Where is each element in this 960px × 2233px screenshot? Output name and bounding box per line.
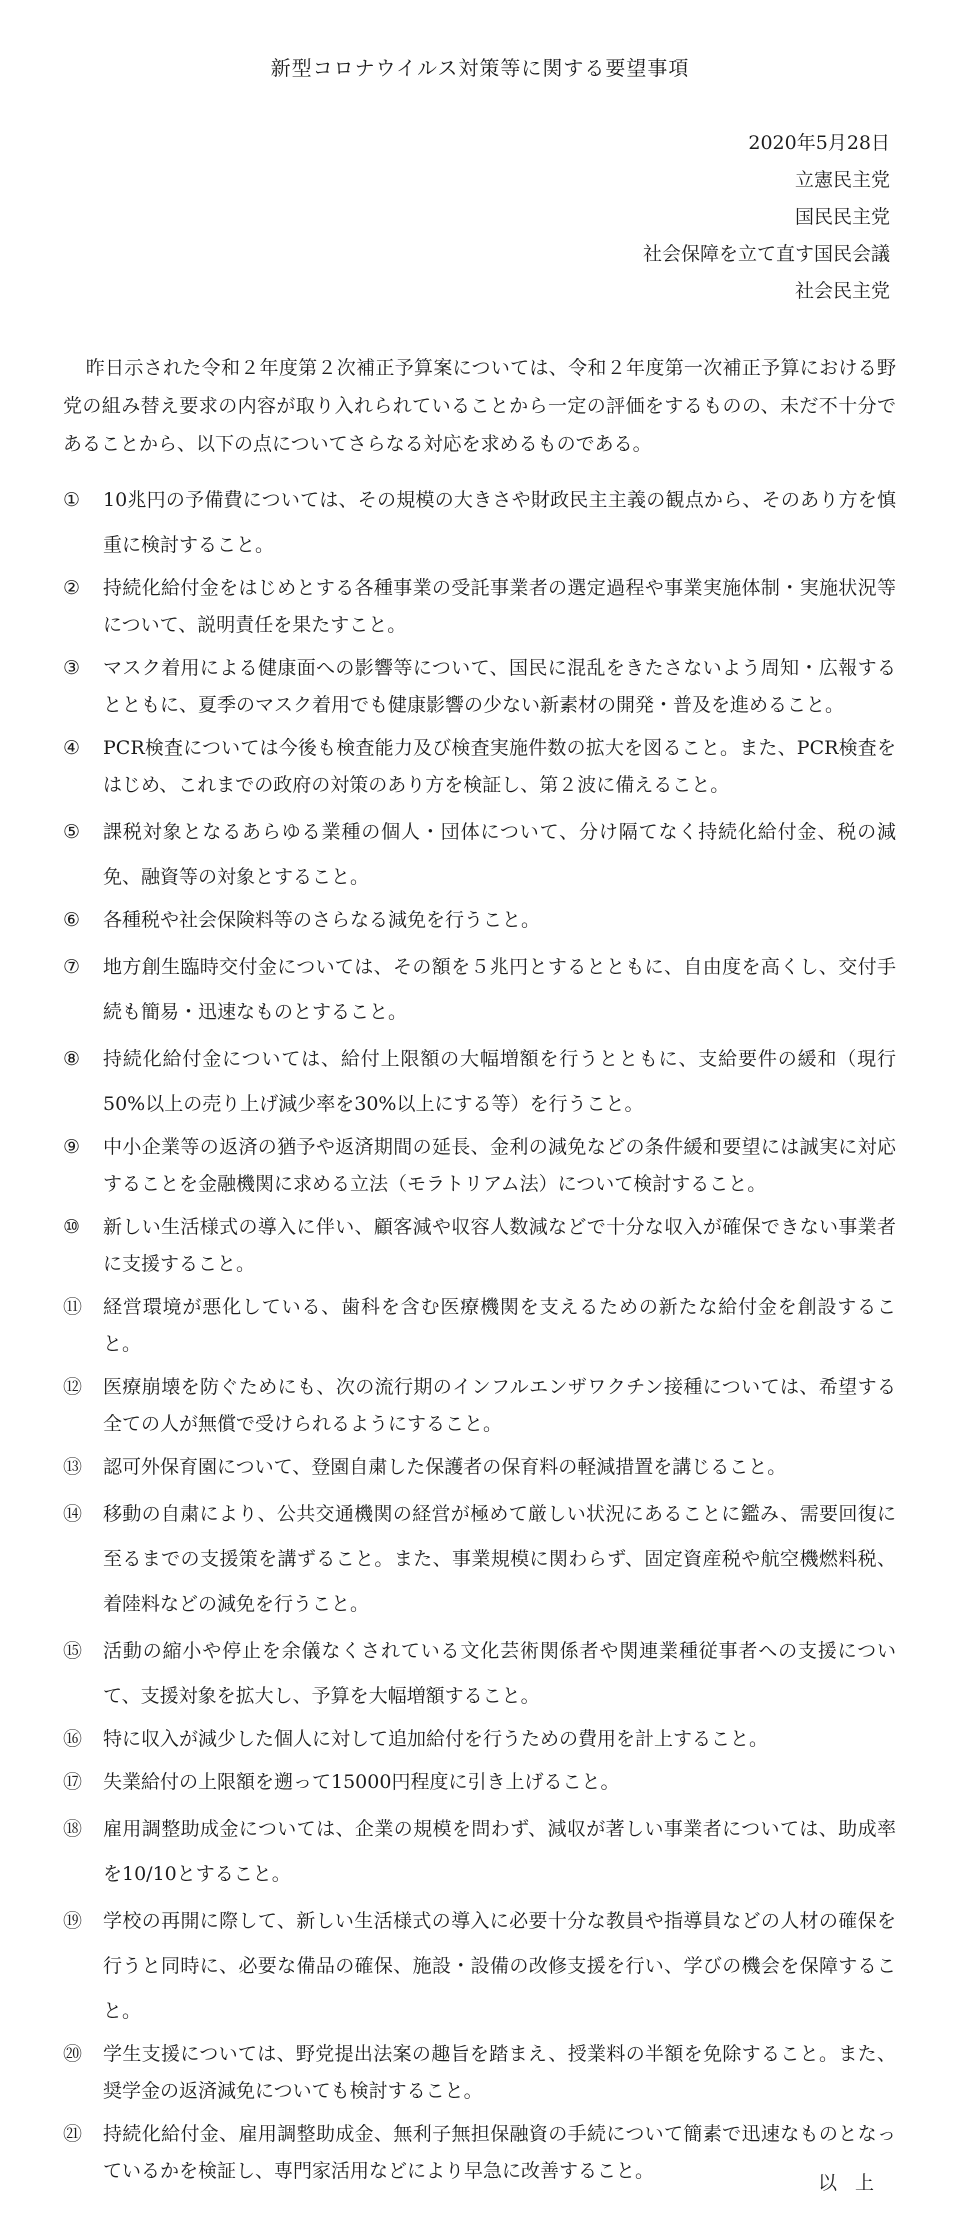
list-item [63, 902, 896, 939]
item-number: ⑱ [63, 1818, 83, 1840]
list-item [63, 1807, 896, 1897]
item-number: ⑯ [63, 1728, 83, 1750]
party-name: 社会民主党 [794, 280, 890, 302]
item-number: ⑤ [63, 821, 81, 843]
item-number: ⑮ [63, 1640, 83, 1662]
list-item [63, 810, 896, 900]
list-item [63, 1449, 896, 1486]
list-item [63, 570, 896, 644]
item-number: ⑰ [63, 1771, 83, 1793]
item-text: 雇用調整助成金については、企業の規模を問わず、減収が著しい事業者については、助成率を10/10とすること。 [103, 1818, 896, 1885]
item-number: ⑨ [63, 1136, 81, 1158]
item-number: ⑳ [63, 2043, 83, 2065]
item-number: ⑲ [63, 1910, 83, 1932]
item-number: ⑦ [63, 956, 81, 978]
item-text: 10兆円の予備費については、その規模の大きさや財政民主主義の観点から、そのあり方を慎重に検討すること。 [103, 489, 896, 556]
item-text: 学校の再開に際して、新しい生活様式の導入に必要十分な教員や指導員などの人材の確保を行うと同時に、必要な備品の確保、施設・設備の改修支援を行い、学びの機会を保障すること。 [103, 1910, 896, 2022]
closing-mark: 以上 [817, 2172, 892, 2194]
list-item [63, 2116, 896, 2190]
item-text: 新しい生活様式の導入に伴い、顧客減や収容人数減などで十分な収入が確保できない事業者に支援すること。 [103, 1216, 896, 1275]
item-text: 医療崩壊を防ぐためにも、次の流行期のインフルエンザワクチン接種については、希望する全ての人が無償で受けられるようにすること。 [103, 1376, 896, 1435]
item-text: 認可外保育園について、登園自粛した保護者の保育料の軽減措置を講じること。 [103, 1456, 787, 1478]
item-number: ㉑ [63, 2123, 83, 2145]
item-text: 失業給付の上限額を遡って15000円程度に引き上げること。 [103, 1771, 620, 1793]
item-text: 持続化給付金については、給付上限額の大幅増額を行うとともに、支給要件の緩和（現行50%以上の売り上げ減少率を30%以上にする等）を行うこと。 [103, 1048, 896, 1115]
list-item [63, 1721, 896, 1758]
list-item [63, 1492, 896, 1627]
item-text: 学生支援については、野党提出法案の趣旨を踏まえ、授業料の半額を免除すること。また、奨学金の返済減免についても検討すること。 [103, 2043, 896, 2102]
list-item [63, 1037, 896, 1127]
item-text: 移動の自粛により、公共交通機関の経営が極めて厳しい状況にあることに鑑み、需要回復に至るまでの支援策を講ずること。また、事業規模に関わらず、固定資産税や航空機燃料税、着陸料などの減免を行うこと。 [103, 1503, 896, 1615]
item-text: 特に収入が減少した個人に対して追加給付を行うための費用を計上すること。 [103, 1728, 769, 1750]
list-item [63, 1369, 896, 1443]
list-item [63, 1209, 896, 1283]
item-number: ⑧ [63, 1048, 81, 1070]
item-text: 持続化給付金、雇用調整助成金、無利子無担保融資の手続について簡素で迅速なものとなっているかを検証し、専門家活用などにより早急に改善すること。 [103, 2123, 896, 2182]
list-item [63, 2036, 896, 2110]
issuer-block [643, 125, 890, 310]
item-number: ② [63, 577, 81, 599]
intro-paragraph: 昨日示された令和２年度第２次補正予算案については、令和２年度第一次補正予算における野党の組み替え要求の内容が取り入れられていることから一定の評価をするものの、未だ不十分であることから、以下の点についてさらなる対応を求めるものである。 [63, 357, 896, 455]
request-list [63, 478, 896, 2196]
item-number: ⑩ [63, 1216, 81, 1238]
item-text: 持続化給付金をはじめとする各種事業の受託事業者の選定過程や事業実施体制・実施状況等について、説明責任を果たすこと。 [103, 577, 896, 636]
party-name: 社会保障を立て直す国民会議 [642, 243, 890, 265]
list-item [63, 478, 896, 568]
item-text: 活動の縮小や停止を余儀なくされている文化芸術関係者や関連業種従事者への支援について、支援対象を拡大し、予算を大幅増額すること。 [103, 1640, 896, 1707]
item-number: ⑪ [63, 1296, 83, 1318]
list-item [63, 1899, 896, 2034]
list-item [63, 650, 896, 724]
list-item [63, 730, 896, 804]
list-item [63, 1764, 896, 1801]
list-item [63, 1629, 896, 1719]
item-number: ⑥ [63, 909, 81, 931]
document-date: 2020年5月28日 [748, 132, 890, 154]
list-item [63, 945, 896, 1035]
party-name: 立憲民主党 [794, 169, 890, 191]
item-text: PCR検査については今後も検査能力及び検査実施件数の拡大を図ること。また、PCR検査をはじめ、これまでの政府の対策のあり方を検証し、第２波に備えること。 [103, 737, 896, 796]
item-number: ⑭ [63, 1503, 83, 1525]
item-text: 経営環境が悪化している、歯科を含む医療機関を支えるための新たな給付金を創設すること。 [103, 1296, 896, 1355]
item-number: ③ [63, 657, 81, 679]
list-item [63, 1289, 896, 1363]
item-text: 課税対象となるあらゆる業種の個人・団体について、分け隔てなく持続化給付金、税の減免、融資等の対象とすること。 [103, 821, 896, 888]
item-number: ⑬ [63, 1456, 83, 1478]
document-title: 新型コロナウイルス対策等に関する要望事項 [270, 56, 690, 80]
item-text: 中小企業等の返済の猶予や返済期間の延長、金利の減免などの条件緩和要望には誠実に対応することを金融機関に求める立法（モラトリアム法）について検討すること。 [103, 1136, 896, 1195]
item-number: ⑫ [63, 1376, 83, 1398]
item-text: マスク着用による健康面への影響等について、国民に混乱をきたさないよう周知・広報するとともに、夏季のマスク着用でも健康影響の少ない新素材の開発・普及を進めること。 [103, 657, 896, 716]
item-number: ④ [63, 737, 81, 759]
item-text: 各種税や社会保険料等のさらなる減免を行うこと。 [103, 909, 541, 931]
item-number: ① [63, 489, 81, 511]
list-item [63, 1129, 896, 1203]
item-text: 地方創生臨時交付金については、その額を５兆円とするとともに、自由度を高くし、交付手続も簡易・迅速なものとすること。 [103, 956, 896, 1023]
party-name: 国民民主党 [794, 206, 890, 228]
